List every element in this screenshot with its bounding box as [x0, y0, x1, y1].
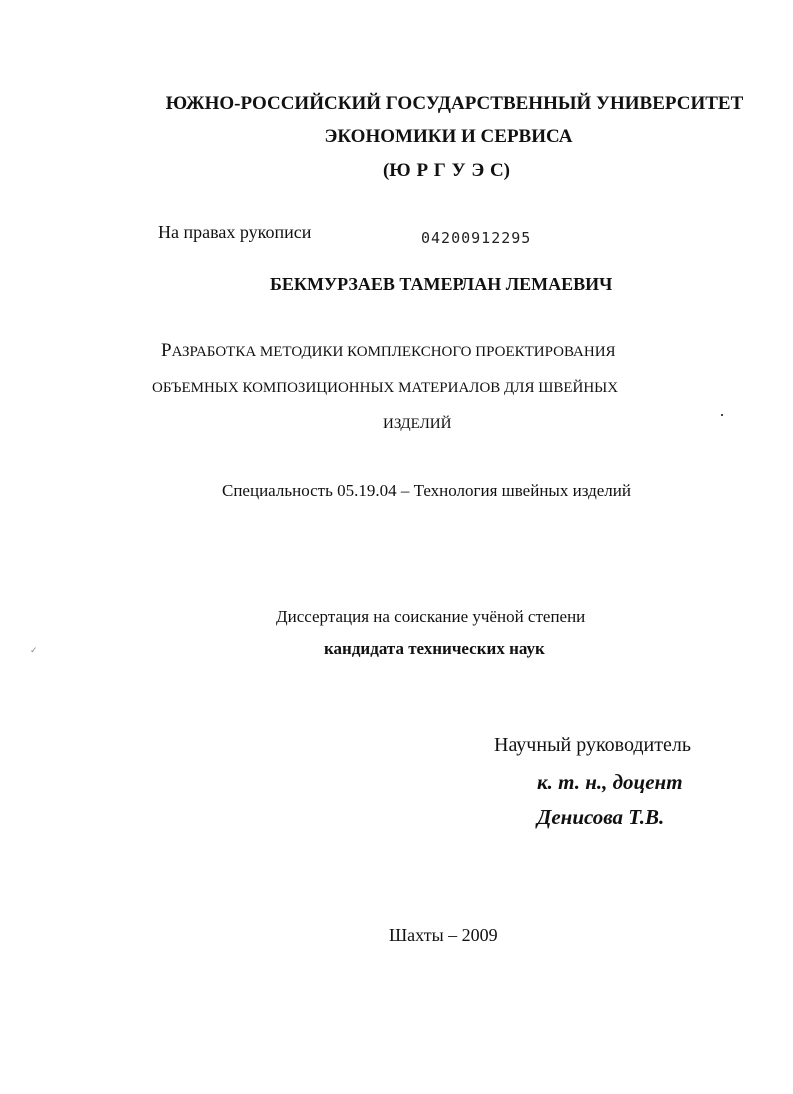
- title-line1-rest: АЗРАБОТКА МЕТОДИКИ КОМПЛЕКСНОГО ПРОЕКТИРОВАНИЯ: [171, 344, 616, 360]
- dissertation-title-line1: [161, 340, 616, 362]
- registration-code: 04200912295: [421, 229, 532, 247]
- degree-name: кандидата технических наук: [324, 639, 545, 658]
- university-name-line2: ЭКОНОМИКИ И СЕРВИСА: [324, 126, 573, 147]
- dissertation-title-line2: ОБЪЕМНЫХ КОМПОЗИЦИОННЫХ МАТЕРИАЛОВ ДЛЯ ШВЕЙНЫХ: [152, 380, 619, 396]
- supervisor-name: Денисова Т.В.: [537, 805, 665, 829]
- supervisor-degree: к. т. н., доцент: [537, 770, 683, 794]
- author-name: БЕКМУРЗАЕВ ТАМЕРЛАН ЛЕМАЕВИЧ: [270, 274, 613, 294]
- supervisor-label: Научный руководитель: [494, 734, 691, 756]
- degree-statement: Диссертация на соискание учёной степени: [276, 607, 586, 626]
- title-initial-letter: Р: [161, 340, 172, 361]
- university-abbreviation: (Ю Р Г У Э С): [382, 160, 511, 181]
- manuscript-rights-note: На правах рукописи: [158, 222, 312, 242]
- university-name-line1: ЮЖНО-РОССИЙСКИЙ ГОСУДАРСТВЕННЫЙ УНИВЕРСИТЕТ: [165, 93, 744, 114]
- scan-mark-icon: ✓: [30, 645, 38, 655]
- specialty: Специальность 05.19.04 – Технология швейных изделий: [222, 481, 631, 500]
- scan-speck: [721, 414, 723, 416]
- dissertation-title-line3: ИЗДЕЛИЙ: [383, 416, 452, 432]
- place-and-year: Шахты – 2009: [389, 925, 498, 945]
